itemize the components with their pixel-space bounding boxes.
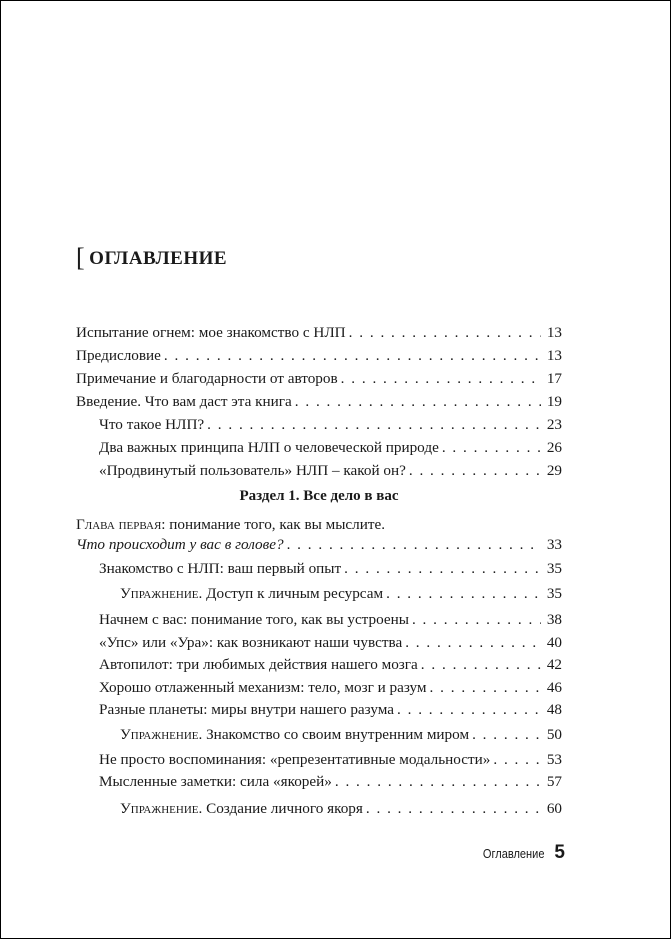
title-bracket: [ — [76, 243, 86, 272]
toc-entry[interactable] — [76, 536, 562, 554]
toc-entry-page: 19 — [546, 393, 562, 410]
toc-entry[interactable] — [99, 611, 562, 629]
toc-entry-page: 42 — [546, 656, 562, 673]
dot-leader — [164, 347, 541, 365]
toc-entry[interactable] — [76, 324, 562, 342]
toc-entry-title: Два важных принципа НЛП о человеческой природе — [99, 439, 439, 456]
toc-entry[interactable] — [76, 347, 562, 365]
dot-leader — [442, 439, 541, 457]
page-footer — [472, 842, 565, 864]
toc-entry-exercise[interactable] — [120, 585, 562, 603]
toc-entry-title: Автопилот: три любимых действия нашего мозга — [99, 656, 418, 673]
dot-leader — [405, 634, 541, 652]
toc-entry-page: 40 — [546, 634, 562, 651]
toc-entry-page: 17 — [546, 370, 562, 387]
toc-entry-title: «Продвинутый пользователь» НЛП – какой он? — [99, 462, 406, 479]
toc-entry-page: 23 — [546, 416, 562, 433]
dot-leader — [386, 585, 541, 603]
toc-entry-page: 57 — [546, 773, 562, 790]
toc-entry-page: 13 — [546, 324, 562, 341]
title-text: ОГЛАВЛЕНИЕ — [89, 248, 228, 269]
dot-leader — [421, 656, 541, 674]
toc-entry-title: «Упс» или «Ура»: как возникают наши чувства — [99, 634, 403, 651]
toc-entry-title: Разные планеты: миры внутри нашего разума — [99, 701, 394, 718]
section-heading: Раздел 1. Все дело в вас — [239, 488, 399, 504]
toc-entry-title: Начнем с вас: понимание того, как вы устроены — [99, 611, 409, 628]
toc-entry[interactable] — [99, 701, 562, 719]
toc-entry-title: Что такое НЛП? — [99, 416, 205, 433]
toc-entry-title: Испытание огнем: мое знакомство с НЛП — [76, 324, 346, 341]
toc-entry-page: 33 — [546, 536, 562, 553]
chapter-subtitle: Что происходит у вас в голове? — [76, 536, 284, 553]
toc-entry-title: Предисловие — [76, 347, 161, 364]
toc-entry-page: 53 — [546, 751, 562, 768]
toc-entry[interactable] — [99, 634, 562, 652]
dot-leader — [287, 536, 541, 554]
toc-entry[interactable] — [99, 439, 562, 457]
toc-entry-title: Мысленные заметки: сила «якорей» — [99, 773, 332, 790]
dot-leader — [335, 773, 541, 791]
dot-leader — [409, 462, 541, 480]
toc-entry[interactable] — [99, 679, 562, 697]
dot-leader — [472, 726, 541, 744]
toc-entry-title: Хорошо отлаженный механизм: тело, мозг и разум — [99, 679, 427, 696]
page-title — [76, 243, 228, 272]
toc-entry[interactable] — [99, 416, 562, 434]
toc-entry-title: Знакомство с НЛП: ваш первый опыт — [99, 560, 342, 577]
toc-entry-page: 46 — [546, 679, 562, 696]
dot-leader — [341, 370, 541, 388]
toc-entry[interactable] — [76, 393, 562, 411]
toc-entry[interactable] — [99, 773, 562, 791]
dot-leader — [207, 416, 541, 434]
toc-entry[interactable] — [99, 656, 562, 674]
toc-entry-page: 26 — [546, 439, 562, 456]
toc-entry-title: Не просто воспоминания: «репрезентативные модальности» — [99, 751, 491, 768]
toc-entry-title: Упражнение. Создание личного якоря — [120, 800, 363, 817]
toc-entry-title: Введение. Что вам даст эта книга — [76, 393, 292, 410]
page-number: 5 — [554, 842, 565, 863]
toc-entry-title: Примечание и благодарности от авторов — [76, 370, 338, 387]
dot-leader — [349, 324, 541, 342]
toc-entry-page: 29 — [546, 462, 562, 479]
toc-entry[interactable] — [99, 560, 562, 578]
dot-leader — [397, 701, 541, 719]
toc-entry-title: Упражнение. Знакомство со своим внутренним миром — [120, 726, 470, 743]
chapter-heading[interactable] — [76, 516, 385, 534]
toc-entry-page: 48 — [546, 701, 562, 718]
toc-entry-page: 35 — [546, 585, 562, 602]
toc-entry-page: 38 — [546, 611, 562, 628]
toc-entry-page: 50 — [546, 726, 562, 743]
toc-entry-page: 13 — [546, 347, 562, 364]
toc-entry-exercise[interactable] — [120, 800, 562, 818]
toc-entry[interactable] — [99, 462, 562, 480]
chapter-label: Глава первая — [76, 516, 162, 533]
dot-leader — [430, 679, 541, 697]
dot-leader — [344, 560, 541, 578]
toc-entry[interactable] — [76, 370, 562, 388]
toc-entry-page: 35 — [546, 560, 562, 577]
dot-leader — [493, 751, 541, 769]
dot-leader — [366, 800, 541, 818]
running-footer-label: Оглавление — [482, 846, 545, 861]
toc-entry-page: 60 — [546, 800, 562, 817]
toc-entry-exercise[interactable] — [120, 726, 562, 744]
toc-entry[interactable] — [99, 751, 562, 769]
chapter-title: : понимание того, как вы мыслите. — [161, 516, 386, 533]
toc-entry-title: Упражнение. Доступ к личным ресурсам — [120, 585, 384, 602]
dot-leader — [412, 611, 541, 629]
dot-leader — [295, 393, 541, 411]
